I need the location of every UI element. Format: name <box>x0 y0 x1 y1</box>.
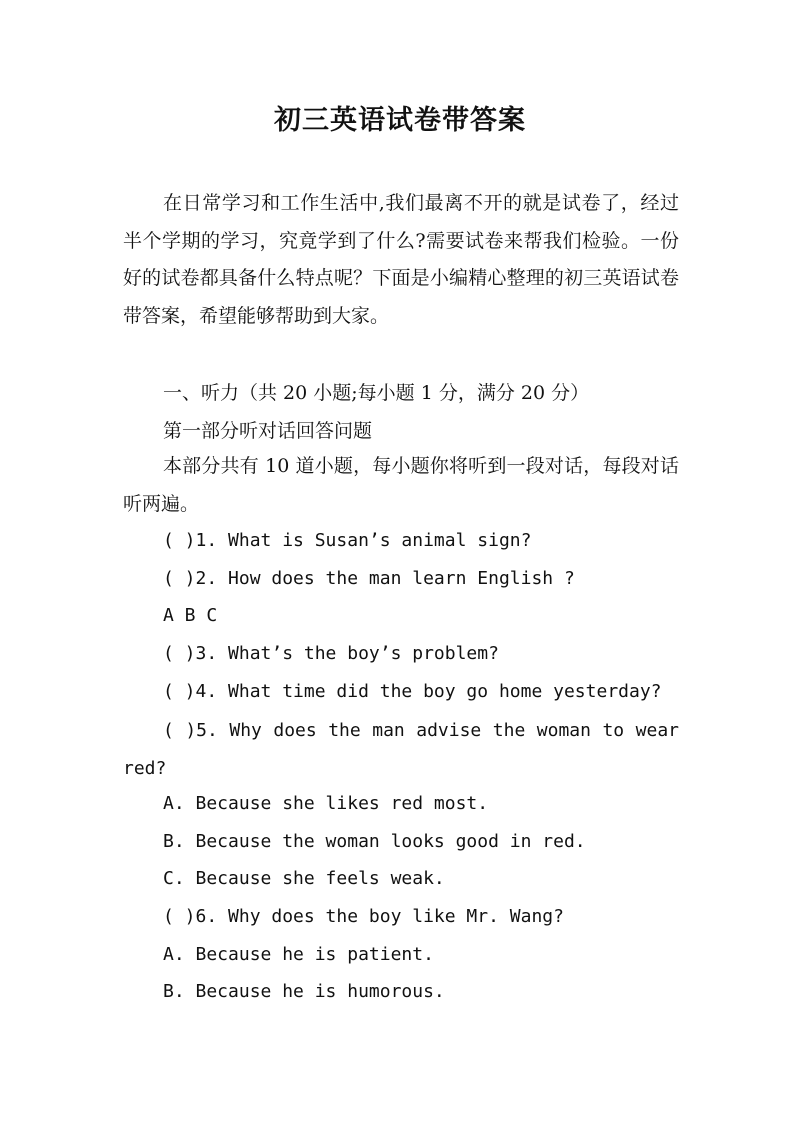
question-1: ( )1. What is Susan’s animal sign? <box>163 530 532 551</box>
section-heading: 一、听力（共 20 小题;每小题 1 分，满分 20 分） <box>163 382 590 404</box>
intro-paragraph: 在日常学习和工作生活中,我们最离不开的就是试卷了，经过半个学期的学习，究竟学到了什么?需要试卷来帮我们检验。一份好的试卷都具备什么特点呢？下面是小编精心整理的初三英语试卷带答案，希望能够帮助到大家。 <box>123 192 679 327</box>
question-5-option-a: A. Because she likes red most. <box>163 793 489 814</box>
question-5-option-b: B. Because the woman looks good in red. <box>163 831 586 852</box>
part-heading: 第一部分听对话回答问题 <box>163 420 373 442</box>
question-6-option-a: A. Because he is patient. <box>163 944 434 965</box>
question-4: ( )4. What time did the boy go home yesterday? <box>163 681 662 702</box>
part-instructions: 本部分共有 10 道小题，每小题你将听到一段对话，每段对话听两遍。 <box>123 455 679 515</box>
question-2-options: A B C <box>163 605 218 626</box>
question-5-option-c: C. Because she feels weak. <box>163 868 445 889</box>
question-6-option-b: B. Because he is humorous. <box>163 981 445 1002</box>
question-6: ( )6. Why does the boy like Mr. Wang? <box>163 906 564 927</box>
document-title: 初三英语试卷带答案 <box>274 105 526 136</box>
question-5: ( )5. Why does the man advise the woman to wear red? <box>123 720 679 779</box>
question-2: ( )2. How does the man learn English ? <box>163 568 575 589</box>
question-3: ( )3. What’s the boy’s problem? <box>163 643 499 664</box>
